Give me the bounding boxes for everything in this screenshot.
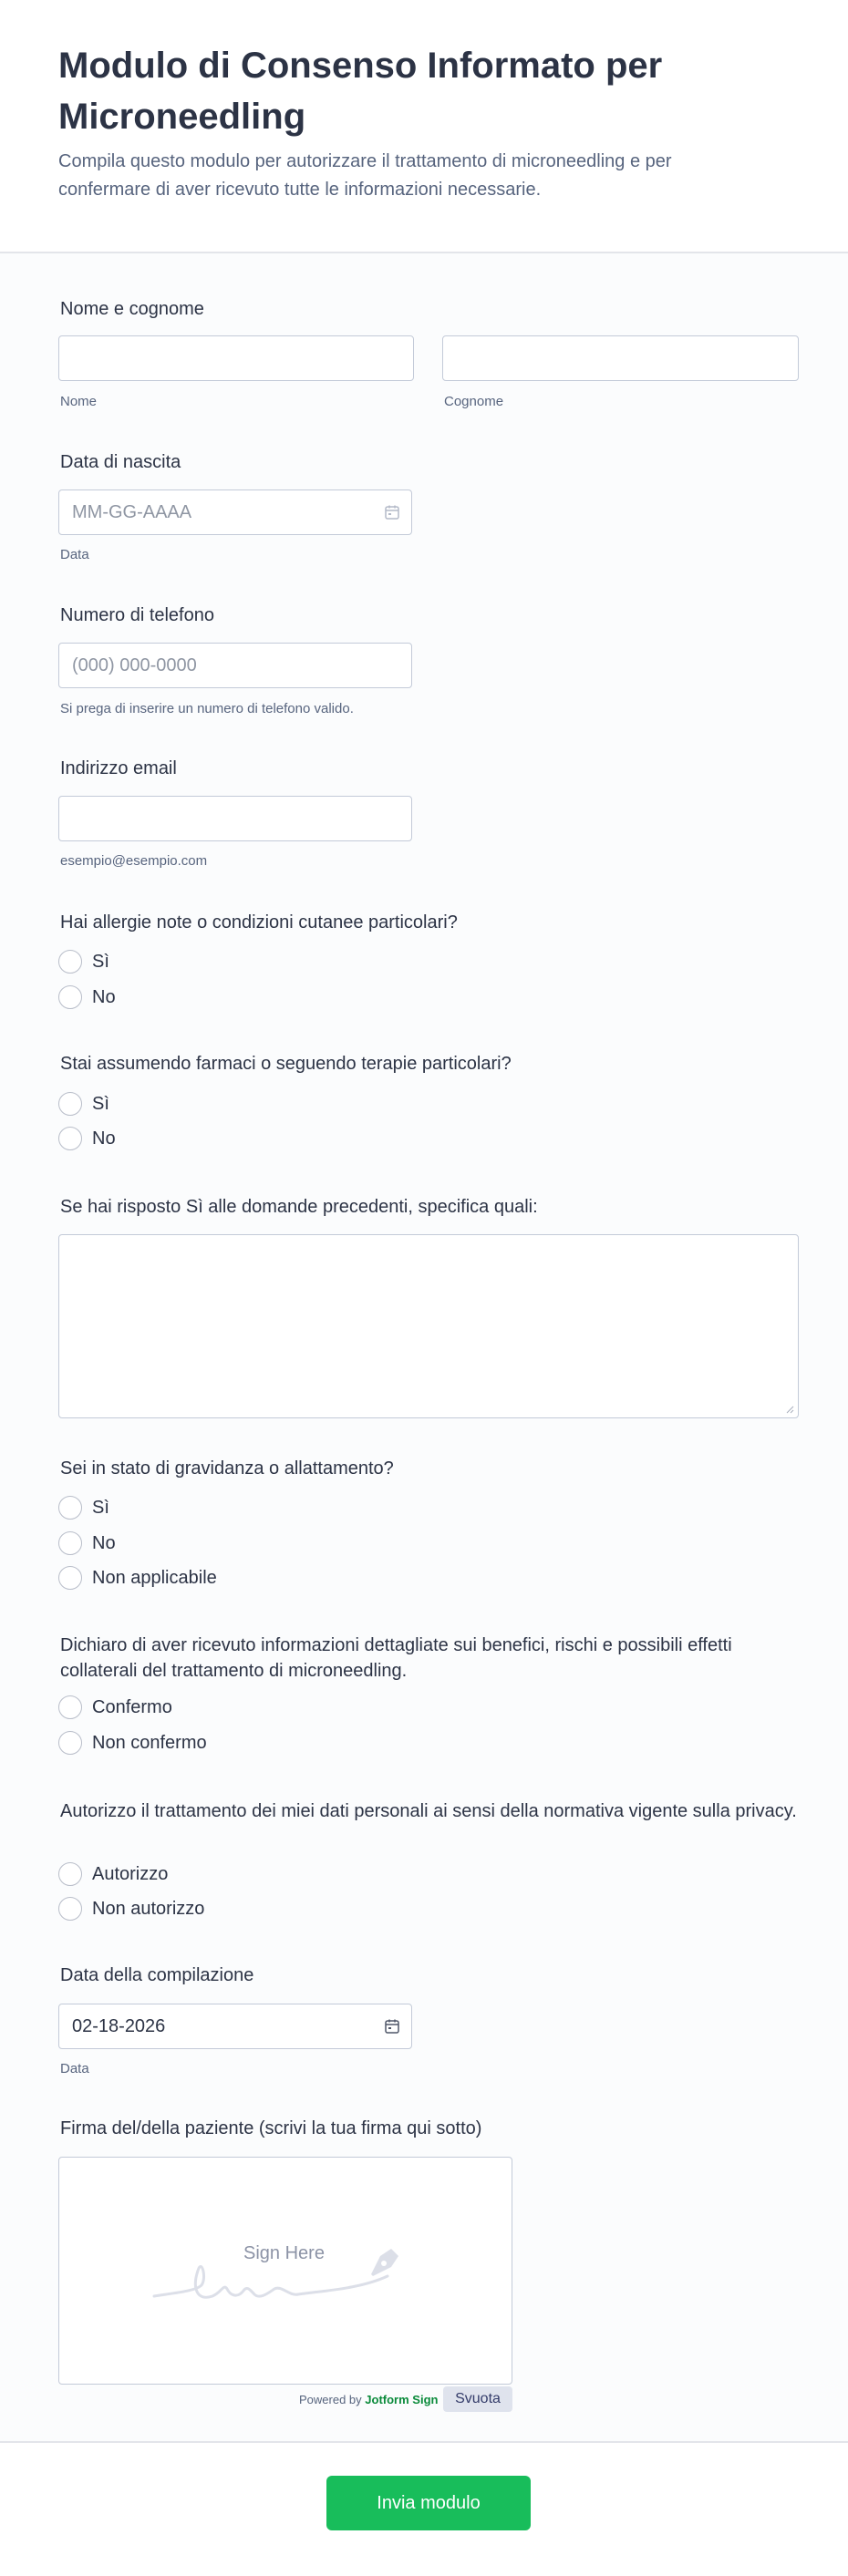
last-name-sublabel: Cognome [444,394,504,409]
powered-by [299,2392,438,2408]
option-label: Non applicabile [92,1568,217,1588]
specify-label: Se hai risposto Sì alle domande precedenti, specifica quali: [60,1197,538,1217]
medications-label: Stai assumendo farmaci o seguendo terapie particolari? [60,1054,512,1074]
resize-handle-icon[interactable] [785,1405,794,1414]
radio-button[interactable] [58,950,82,974]
option-label: No [92,1128,116,1149]
clear-signature-button[interactable]: Svuota [443,2386,512,2412]
radio-button[interactable] [58,1731,82,1755]
birth-date-placeholder: MM-GG-AAAA [72,502,192,522]
calendar-icon[interactable] [384,2018,400,2035]
fill-date-sublabel: Data [60,2061,89,2076]
form-header [0,0,848,253]
fill-date-input[interactable] [58,2004,412,2049]
option-label: Confermo [92,1697,172,1717]
birth-date-label: Data di nascita [60,452,181,472]
jotform-sign-brand: Jotform Sign [365,2393,439,2406]
name-label: Nome e cognome [60,299,204,319]
email-sublabel: esempio@esempio.com [60,853,208,869]
option-label: Non autorizzo [92,1899,205,1919]
fill-date-value: 02-18-2026 [72,2016,166,2036]
radio-button[interactable] [58,1862,82,1886]
radio-button[interactable] [58,1897,82,1921]
privacy-label: Autorizzo il trattamento dei miei dati personali ai sensi della normativa vigente sulla privacy. [60,1801,797,1821]
option-label: No [92,987,116,1007]
radio-button[interactable] [58,1566,82,1590]
signature-label: Firma del/della paziente (scrivi la tua firma qui sotto) [60,2118,482,2138]
sign-here-placeholder: Sign Here [243,2243,325,2263]
radio-button[interactable] [58,1695,82,1719]
fill-date-label: Data della compilazione [60,1965,254,1985]
phone-label: Numero di telefono [60,605,214,625]
option-label: Autorizzo [92,1864,169,1884]
phone-input[interactable] [58,643,412,688]
form-title: Modulo di Consenso Informato per Microneedling [58,46,663,137]
radio-button[interactable] [58,1496,82,1520]
birth-date-sublabel: Data [60,547,89,562]
option-label: Sì [92,1498,109,1518]
radio-button[interactable] [58,1127,82,1150]
first-name-sublabel: Nome [60,394,98,409]
first-name-input[interactable] [58,335,414,381]
submit-button[interactable]: Invia modulo [326,2476,531,2530]
powered-prefix: Powered by [299,2393,362,2406]
form-footer [0,2441,848,2576]
calendar-icon[interactable] [384,504,400,520]
email-input[interactable] [58,796,412,841]
option-label: Sì [92,952,109,972]
phone-placeholder: (000) 000-0000 [72,655,197,675]
option-label: Non confermo [92,1733,207,1753]
pregnancy-label: Sei in stato di gravidanza o allattamento? [60,1458,394,1479]
radio-button[interactable] [58,1531,82,1555]
signature-pad[interactable] [58,2157,512,2385]
info-consent-label: Dichiaro di aver ricevuto informazioni dettagliate sui benefici, rischi e possibili effetti collaterali del trattamento di microneedling. [60,1635,732,1681]
phone-sublabel: Si prega di inserire un numero di telefono valido. [60,701,354,716]
birth-date-input[interactable] [58,489,412,535]
option-label: No [92,1533,116,1553]
radio-button[interactable] [58,985,82,1009]
allergies-label: Hai allergie note o condizioni cutanee particolari? [60,912,458,933]
email-label: Indirizzo email [60,758,177,778]
signature-scribble-icon [59,2158,513,2385]
option-label: Sì [92,1094,109,1114]
last-name-input[interactable] [442,335,799,381]
radio-button[interactable] [58,1092,82,1116]
specify-textarea[interactable] [58,1234,799,1418]
form-description: Compila questo modulo per autorizzare il trattamento di microneedling e per confermare di aver ricevuto tutte le informazioni necessarie. [58,151,672,200]
